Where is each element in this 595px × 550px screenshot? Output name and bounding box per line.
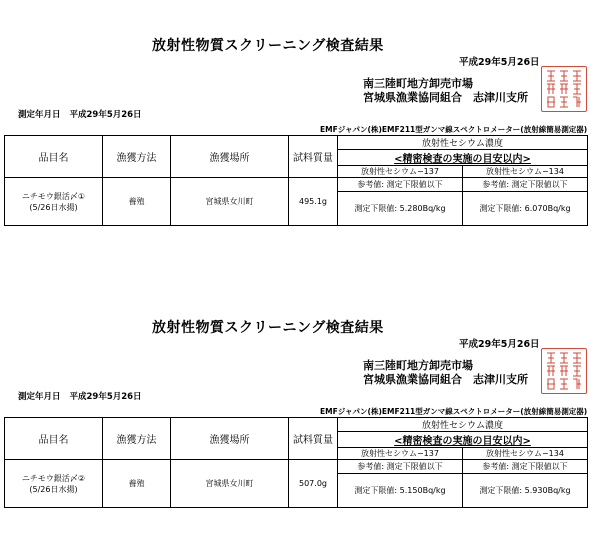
report-title: 放射性物質スクリーニング検査結果	[152, 320, 384, 336]
row-lower-137: 測定下限値: 5.150Bq/kg	[338, 474, 463, 508]
equipment-label: EMFジャパン(株)EMF211型ガンマ線スペクトロメーター(放射線簡易測定器)	[320, 125, 588, 134]
row-ref-137: 参考値: 測定下限値以下	[338, 178, 463, 192]
header-weight: 試料質量	[289, 418, 338, 460]
item-landing-date: (5/26日水揚)	[29, 484, 78, 494]
report-1	[0, 0, 595, 268]
report-date: 平成29年5月26日	[459, 57, 540, 68]
header-item: 品目名	[5, 418, 103, 460]
row-lower-134: 測定下限値: 6.070Bq/kg	[463, 192, 588, 226]
row-ref-137: 参考値: 測定下限値以下	[338, 460, 463, 474]
header-guideline: <精密検査の実施の目安以内>	[338, 150, 588, 166]
row-ref-134: 参考値: 測定下限値以下	[463, 460, 588, 474]
report-title: 放射性物質スクリーニング検査結果	[152, 38, 384, 54]
header-guideline: <精密検査の実施の目安以内>	[338, 432, 588, 448]
item-name: ニチモウ銀活〆①	[21, 191, 86, 201]
row-lower-134: 測定下限値: 5.930Bq/kg	[463, 474, 588, 508]
header-cs134: 放射性セシウム−134	[463, 166, 588, 178]
row-item-name	[5, 178, 103, 226]
report-2	[0, 282, 595, 550]
organization-name-1: 南三陸町地方卸売市場	[363, 77, 473, 90]
equipment-label: EMFジャパン(株)EMF211型ガンマ線スペクトロメーター(放射線簡易測定器)	[320, 407, 588, 416]
row-weight: 507.0g	[289, 460, 338, 508]
header-concentration: 放射性セシウム濃度	[338, 136, 588, 150]
header-concentration: 放射性セシウム濃度	[338, 418, 588, 432]
official-seal	[541, 348, 587, 394]
report-date: 平成29年5月26日	[459, 339, 540, 350]
row-lower-137: 測定下限値: 5.280Bq/kg	[338, 192, 463, 226]
row-ref-134: 参考値: 測定下限値以下	[463, 178, 588, 192]
header-item: 品目名	[5, 136, 103, 178]
measurement-date-label: 測定年月日	[18, 110, 61, 120]
row-location: 宮城県女川町	[171, 178, 289, 226]
measurement-date	[18, 390, 142, 402]
organization-name-1: 南三陸町地方卸売市場	[363, 359, 473, 372]
row-location: 宮城県女川町	[171, 460, 289, 508]
results-table	[4, 417, 588, 508]
measurement-date-value: 平成29年5月26日	[69, 392, 142, 402]
row-method: 養殖	[103, 178, 171, 226]
organization-name-2: 宮城県漁業協同組合 志津川支所	[363, 91, 528, 104]
header-method: 漁獲方法	[103, 136, 171, 178]
header-method: 漁獲方法	[103, 418, 171, 460]
measurement-date-label: 測定年月日	[18, 392, 61, 402]
item-name: ニチモウ銀活〆②	[21, 473, 86, 483]
official-seal	[541, 66, 587, 112]
header-cs137: 放射性セシウム−137	[338, 166, 463, 178]
header-location: 漁獲場所	[171, 418, 289, 460]
measurement-date	[18, 108, 142, 120]
row-weight: 495.1g	[289, 178, 338, 226]
header-cs134: 放射性セシウム−134	[463, 448, 588, 460]
header-cs137: 放射性セシウム−137	[338, 448, 463, 460]
header-weight: 試料質量	[289, 136, 338, 178]
row-item-name	[5, 460, 103, 508]
header-location: 漁獲場所	[171, 136, 289, 178]
results-table	[4, 135, 588, 226]
row-method: 養殖	[103, 460, 171, 508]
item-landing-date: (5/26日水揚)	[29, 202, 78, 212]
organization-name-2: 宮城県漁業協同組合 志津川支所	[363, 373, 528, 386]
measurement-date-value: 平成29年5月26日	[69, 110, 142, 120]
